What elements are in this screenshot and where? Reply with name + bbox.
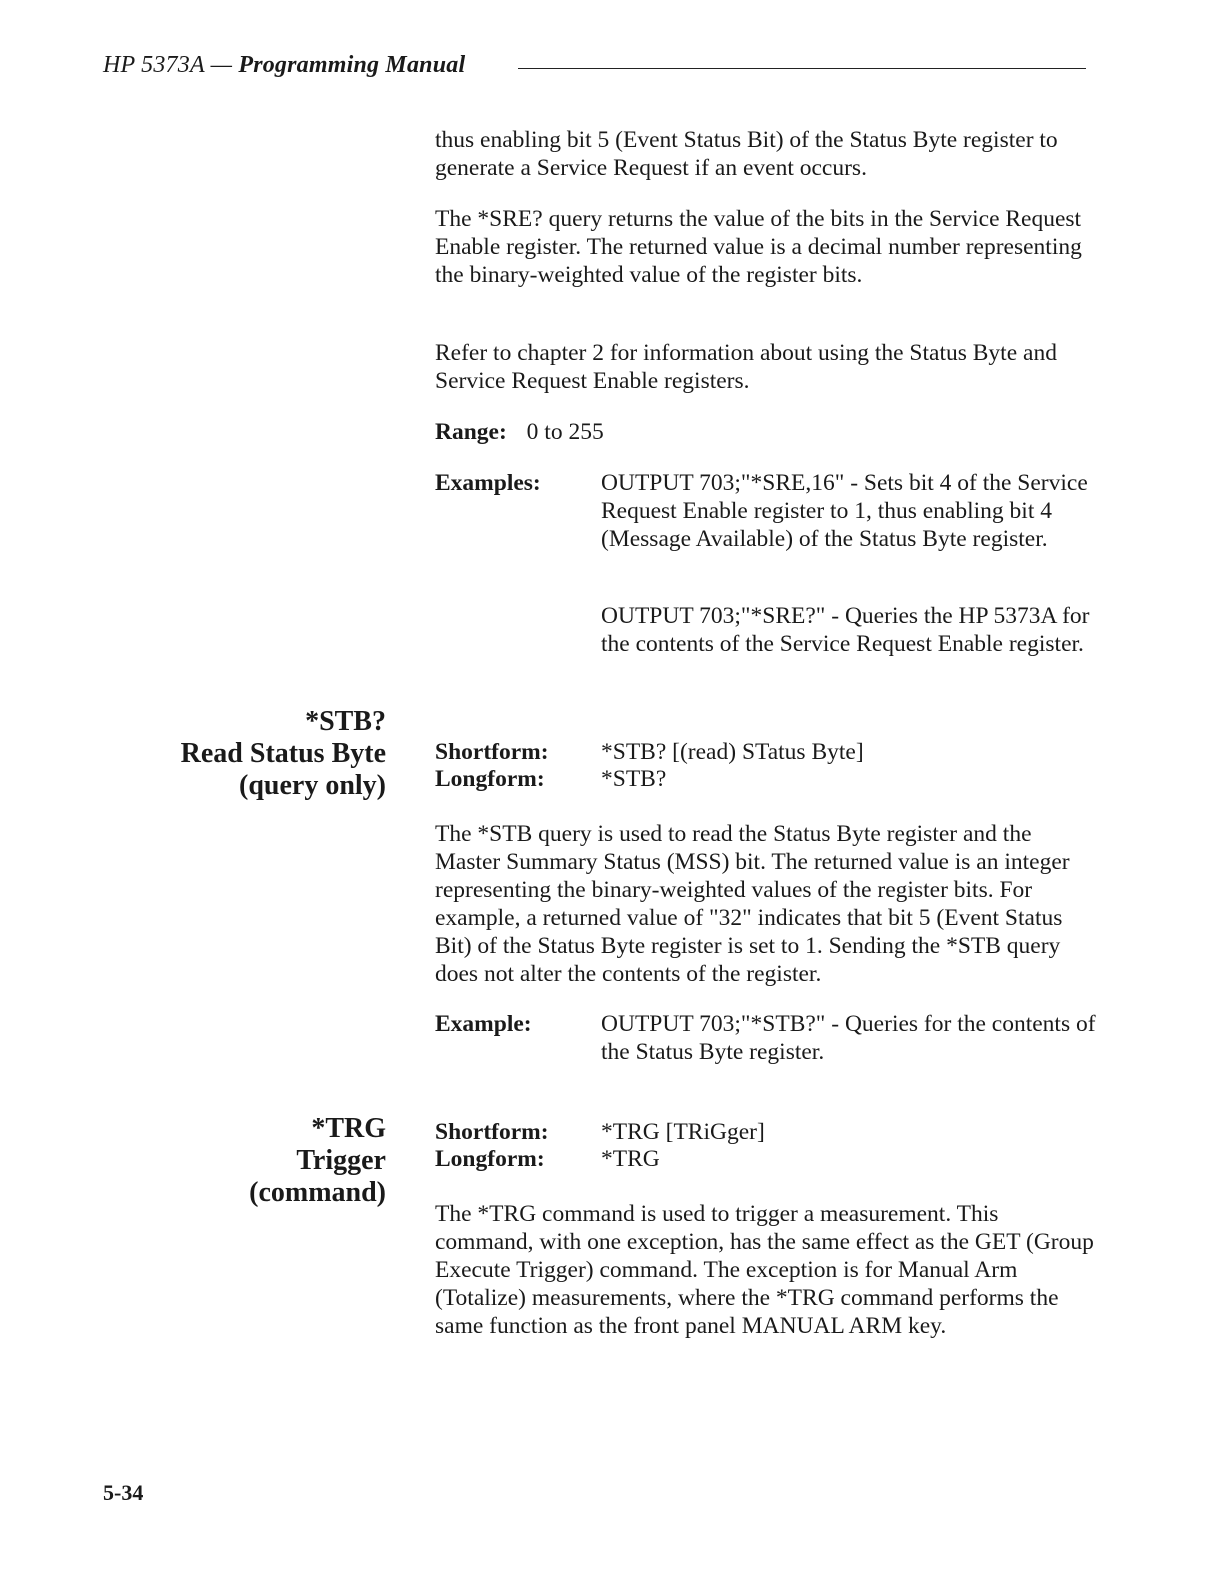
trg-heading-line2: Trigger <box>296 1145 386 1176</box>
sre-example-2: OUTPUT 703;"*SRE?" - Queries the HP 5373A for the contents of the Service Request Enable register. <box>601 603 1090 657</box>
trg-heading-line3: (command) <box>249 1177 386 1208</box>
stb-example-value: OUTPUT 703;"*STB?" - Queries for the contents of the Status Byte register. <box>601 1011 1096 1065</box>
stb-longform-value: *STB? <box>601 766 667 792</box>
stb-example-label: Example: <box>435 1011 532 1037</box>
range-value: 0 to 255 <box>526 419 604 445</box>
sre-paragraph-2: The *SRE? query returns the value of the bits in the Service Request Enable register. The returned value is a decimal number representing the binary-weighted value of the register bits. <box>435 206 1082 288</box>
stb-shortform-value: *STB? [(read) STatus Byte] <box>601 739 864 765</box>
trg-longform-label: Longform: <box>435 1146 545 1172</box>
page-number: 5-34 <box>103 1480 144 1505</box>
running-header <box>103 52 465 79</box>
stb-heading-line2: Read Status Byte <box>180 738 386 769</box>
stb-heading-line1: *STB? <box>305 706 386 737</box>
trg-shortform-label: Shortform: <box>435 1119 549 1145</box>
sre-paragraph-1: thus enabling bit 5 (Event Status Bit) of the Status Byte register to generate a Service Request if an event occurs. <box>435 127 1058 181</box>
stb-heading-line3: (query only) <box>239 770 386 801</box>
trg-heading-line1: *TRG <box>311 1113 386 1144</box>
range-label: Range: <box>435 419 507 445</box>
stb-shortform-label: Shortform: <box>435 739 549 765</box>
stb-longform-label: Longform: <box>435 766 545 792</box>
stb-heading <box>181 706 386 802</box>
trg-description: The *TRG command is used to trigger a measurement. This command, with one exception, has the same effect as the GET (Group Execute Trigger) command. The exception is for Manual Arm (Totalize) measurements, where the *TRG command performs the same function as the front panel MANUAL ARM key. <box>435 1201 1094 1339</box>
sre-example-1: OUTPUT 703;"*SRE,16" - Sets bit 4 of the Service Request Enable register to 1, thus enabling bit 4 (Message Available) of the Status Byte register. <box>601 470 1088 552</box>
trg-shortform-value: *TRG [TRiGger] <box>601 1119 765 1145</box>
sre-range <box>435 418 1100 446</box>
sre-paragraph-3: Refer to chapter 2 for information about using the Status Byte and Service Request Enable registers. <box>435 340 1057 394</box>
examples-label: Examples: <box>435 470 541 496</box>
header-subtitle: Programming Manual <box>238 52 466 78</box>
header-title: HP 5373A — <box>103 52 239 78</box>
trg-heading <box>249 1113 386 1209</box>
trg-longform-value: *TRG <box>601 1146 660 1172</box>
header-rule <box>518 68 1086 69</box>
stb-description: The *STB query is used to read the Status Byte register and the Master Summary Status (MSS) bit. The returned value is an integer representing the binary-weighted values of the register bits. For example, a returned value of "32" indicates that bit 5 (Event Status Bit) of the Status Byte register is set to 1. Sending the *STB query does not alter the contents of the register. <box>435 821 1070 987</box>
